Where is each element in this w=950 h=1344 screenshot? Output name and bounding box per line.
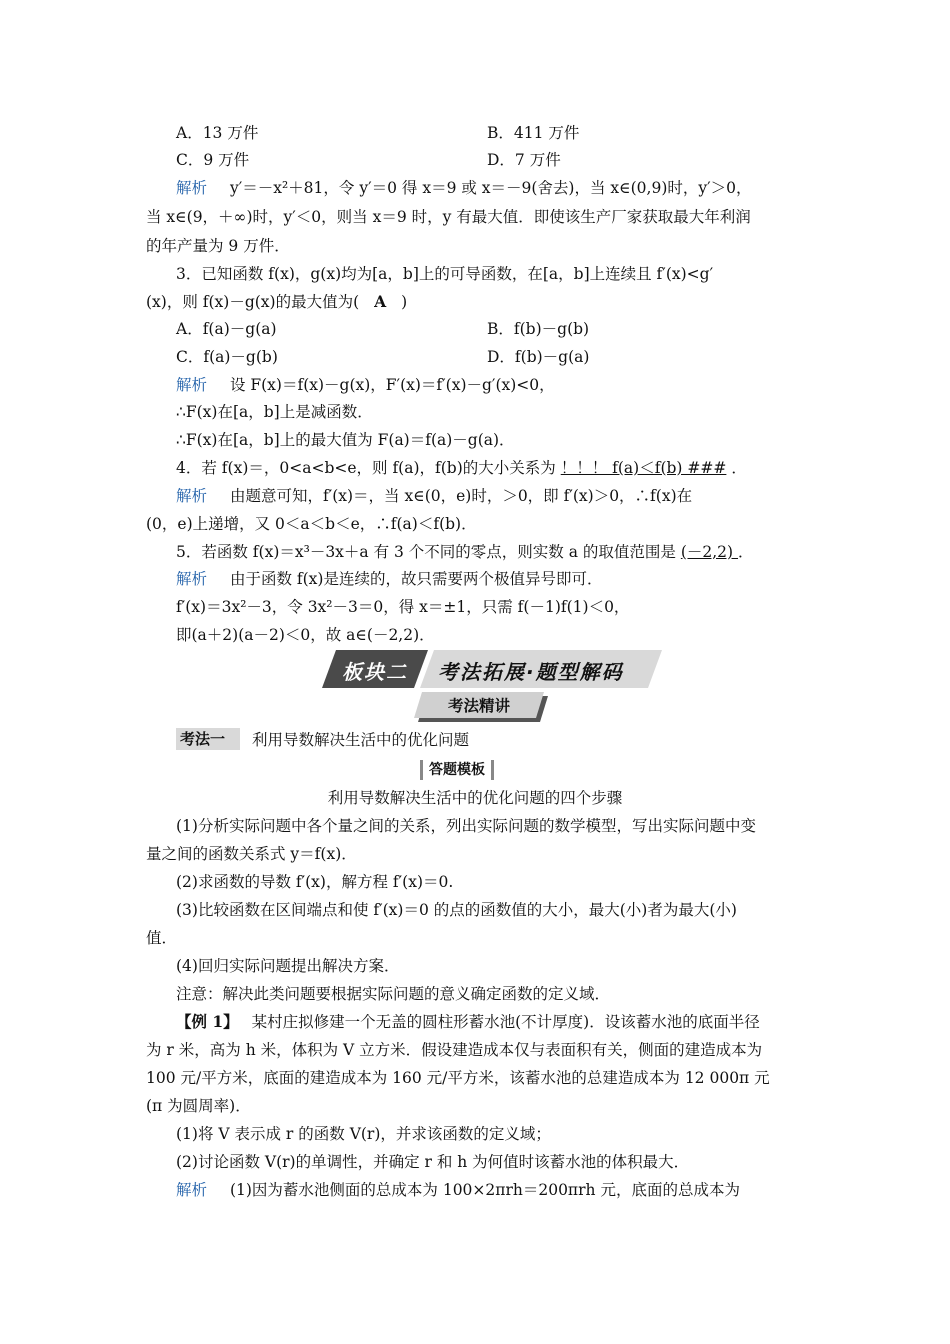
q5-solution-line-2: f′(x)＝3x²－3，令 3x²－3＝0，得 x＝±1，只需 f(－1)f(1)＜0， [176, 598, 630, 616]
q3-stem-line-2 [146, 291, 407, 313]
step-1-line-1: (1)分析实际问题中各个量之间的关系，列出实际问题的数学模型，写出实际问题中变 [176, 817, 756, 835]
step-3-line-1: (3)比较函数在区间端点和使 f′(x)＝0 的点的函数值的大小，最大(小)者为最大(小) [176, 901, 737, 919]
solution-label: 解析 [176, 570, 208, 588]
template-label [420, 760, 494, 780]
step-4: (4)回归实际问题提出解决方案． [176, 957, 400, 975]
q3-option-b: B．f(b)－g(b) [487, 320, 590, 338]
solution-label: 解析 [176, 1181, 208, 1199]
q3-solution-line-2: ∴F(x)在[a，b]上是减函数． [176, 403, 373, 421]
q4-stem [176, 457, 747, 479]
banner-section-number: 板块二 [342, 660, 408, 684]
q3-option-a: A．f(a)－g(a) [176, 320, 277, 338]
q2-option-c: C．9 万件 [176, 151, 250, 169]
example-label: 【例 1】 [176, 1012, 239, 1031]
q5-solution-line-1 [176, 568, 602, 590]
q2-solution-line-1 [176, 177, 752, 199]
q3-stem-text: (x)，则 f(x)－g(x)的最大值为( [146, 293, 360, 311]
q3-option-d: D．f(b)－g(a) [487, 348, 590, 366]
q4-answer-blank: ！！！ f(a)＜f(b) ### [560, 459, 727, 477]
method-tag: 考法一 [176, 728, 240, 750]
step-1-line-2: 量之间的函数关系式 y＝f(x)． [146, 845, 357, 863]
example-solution-line-1 [176, 1179, 740, 1201]
q5-stem-end: ． [738, 543, 754, 561]
method-note: 注意：解决此类问题要根据实际问题的意义确定函数的定义域． [176, 985, 611, 1003]
example-solution-text-1: (1)因为蓄水池侧面的总成本为 100×2πrh＝200πrh 元，底面的总成本为 [229, 1181, 740, 1199]
q5-solution-line-3: 即(a＋2)(a－2)＜0，故 a∈(－2,2)． [176, 626, 435, 644]
method-title: 利用导数解决生活中的优化问题 [252, 731, 470, 749]
solution-label: 解析 [176, 179, 208, 197]
q3-solution-line-3: ∴F(x)在[a，b]上的最大值为 F(a)＝f(a)－g(a)． [176, 431, 515, 449]
template-title: 利用导数解决生活中的优化问题的四个步骤 [327, 789, 623, 807]
q2-option-a: A．13 万件 [176, 124, 259, 142]
example-line-2: 为 r 米，高为 h 米，体积为 V 立方米．假设建造成本仅与表面积有关，侧面的建造成本为 [146, 1041, 763, 1059]
q2-solution-text-1: y′＝－x²＋81，令 y′＝0 得 x＝9 或 x＝－9(舍去)，当 x∈(0,9)时，y′＞0， [229, 179, 752, 197]
q2-solution-line-3: 的年产量为 9 万件． [146, 237, 290, 255]
example-line-3: 100 元/平方米，底面的建造成本为 160 元/平方米，该蓄水池的总建造成本为 12 000π 元 [146, 1069, 770, 1087]
q2-option-d: D．7 万件 [487, 151, 561, 169]
q2-solution-line-2: 当 x∈(9，＋∞)时，y′＜0，则当 x＝9 时，y 有最大值．即使该生产厂家获取最大年利润 [146, 208, 751, 226]
step-2: (2)求函数的导数 f′(x)，解方程 f′(x)＝0. [176, 873, 454, 891]
sub-banner-title: 考法精讲 [447, 697, 510, 715]
solution-label: 解析 [176, 487, 208, 505]
q3-stem-close: ) [401, 293, 408, 311]
q2-option-b: B．411 万件 [487, 124, 580, 142]
example-question-2: (2)讨论函数 V(r)的单调性，并确定 r 和 h 为何值时该蓄水池的体积最大． [176, 1153, 690, 1171]
q4-solution-line-1 [176, 485, 692, 507]
step-3-line-2: 值． [146, 929, 178, 947]
q3-option-c: C．f(a)－g(b) [176, 348, 278, 366]
q4-stem-end: ． [731, 459, 747, 477]
q4-stem-text: 4．若 f(x)＝，0<a<b<e，则 f(a)，f(b)的大小关系为 [176, 459, 556, 477]
q3-answer: A [374, 292, 387, 311]
banner-section-title: 考法拓展·题型解码 [438, 660, 624, 684]
example-question-1: (1)将 V 表示成 r 的函数 V(r)，并求该函数的定义域； [176, 1125, 551, 1143]
q5-stem [176, 541, 754, 563]
example-line-4: (π 为圆周率)． [146, 1097, 251, 1115]
example-line-1 [176, 1011, 760, 1033]
q3-solution-text-1: 设 F(x)＝f(x)－g(x)，F′(x)＝f′(x)－g′(x)<0， [229, 376, 555, 394]
q5-solution-text-1: 由于函数 f(x)是连续的，故只需要两个极值异号即可． [229, 570, 603, 588]
q4-solution-line-2: (0，e)上递增，又 0＜a＜b＜e，∴f(a)＜f(b)． [146, 515, 477, 533]
example-text-1: 某村庄拟修建一个无盖的圆柱形蓄水池(不计厚度)．设该蓄水池的底面半径 [251, 1013, 760, 1031]
q4-solution-text-1: 由题意可知，f′(x)＝，当 x∈(0，e)时，＞0，即 f′(x)＞0，∴f(x)在 [229, 487, 693, 505]
q5-stem-text: 5．若函数 f(x)＝x³－3x＋a 有 3 个不同的零点，则实数 a 的取值范围是 [176, 543, 676, 561]
template-label-text: 答题模板 [429, 762, 485, 778]
section-banner [322, 650, 662, 688]
q3-solution-line-1 [176, 374, 555, 396]
q5-answer-blank: (－2,2) [680, 543, 739, 561]
sub-banner [414, 692, 544, 718]
q3-stem-line-1: 3．已知函数 f(x)，g(x)均为[a，b]上的可导函数，在[a，b]上连续且 f′(x)<g′ [176, 265, 714, 283]
solution-label: 解析 [176, 376, 208, 394]
